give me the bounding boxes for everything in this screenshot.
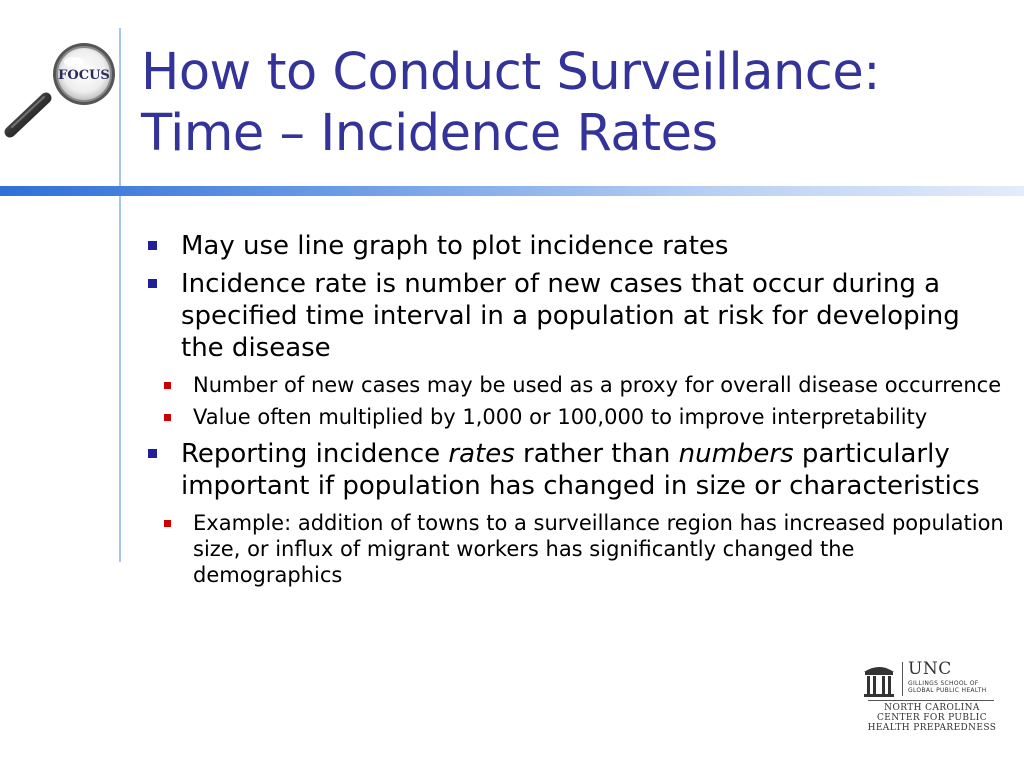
slide-title bbox=[141, 42, 880, 164]
bullet-item bbox=[148, 268, 1008, 430]
center-name-line-2: CENTER FOR PUBLIC bbox=[876, 713, 988, 723]
square-bullet-icon bbox=[164, 382, 171, 389]
focus-logo bbox=[0, 40, 118, 140]
unc-name: UNC bbox=[908, 659, 952, 679]
sub-bullet-text: Example: addition of towns to a surveillance region has increased population size, or influx of migrant workers has significantly changed the demographics bbox=[193, 511, 1004, 587]
square-bullet-icon bbox=[164, 520, 171, 527]
sub-bullet-list bbox=[148, 510, 1008, 588]
square-bullet-icon bbox=[148, 279, 157, 288]
bullet-text-part: rather than bbox=[514, 439, 679, 469]
square-bullet-icon bbox=[148, 241, 157, 250]
sub-bullet-item bbox=[147, 372, 1008, 398]
bullet-text: May use line graph to plot incidence rates bbox=[181, 231, 729, 261]
unc-logo bbox=[860, 660, 1010, 740]
emphasis-rates: rates bbox=[448, 439, 515, 469]
bullet-text-part: Reporting incidence bbox=[181, 439, 449, 469]
school-name bbox=[908, 680, 986, 694]
bullet-text: Incidence rate is number of new cases that occur during a specified time interval in a population at risk for developing the disease bbox=[181, 269, 960, 363]
bullet-item bbox=[148, 230, 1008, 262]
logo-separator bbox=[902, 662, 903, 696]
vertical-divider bbox=[119, 28, 121, 562]
emphasis-numbers: numbers bbox=[678, 439, 794, 469]
title-underline bbox=[0, 186, 1024, 196]
old-well-icon bbox=[860, 660, 898, 700]
slide-title-line-1: How to Conduct Surveillance: bbox=[141, 43, 880, 102]
sub-bullet-item bbox=[147, 404, 1008, 430]
bullet-text-part: particularly important if population has changed in size or characteristics bbox=[181, 439, 980, 501]
sub-bullet-list bbox=[148, 372, 1008, 430]
bullet-item bbox=[148, 438, 1008, 588]
center-name bbox=[866, 703, 998, 733]
square-bullet-icon bbox=[148, 449, 157, 458]
slide-title-line-2: Time – Incidence Rates bbox=[141, 104, 718, 163]
focus-logo-text: FOCUS bbox=[58, 68, 110, 83]
slide-body bbox=[148, 230, 1008, 596]
bullet-list bbox=[148, 230, 1008, 588]
school-name-line-1: GILLINGS SCHOOL OF bbox=[908, 680, 979, 687]
center-name-line-1: NORTH CAROLINA bbox=[884, 703, 980, 713]
square-bullet-icon bbox=[164, 414, 171, 421]
sub-bullet-text: Number of new cases may be used as a proxy for overall disease occurrence bbox=[193, 373, 1002, 397]
magnifying-glass-icon bbox=[0, 40, 118, 140]
sub-bullet-item bbox=[147, 510, 1008, 588]
school-name-line-2: GLOBAL PUBLIC HEALTH bbox=[908, 687, 987, 694]
sub-bullet-text: Value often multiplied by 1,000 or 100,000 to improve interpretability bbox=[193, 405, 928, 429]
logo-divider bbox=[868, 700, 994, 701]
center-name-line-3: HEALTH PREPAREDNESS bbox=[867, 723, 997, 733]
